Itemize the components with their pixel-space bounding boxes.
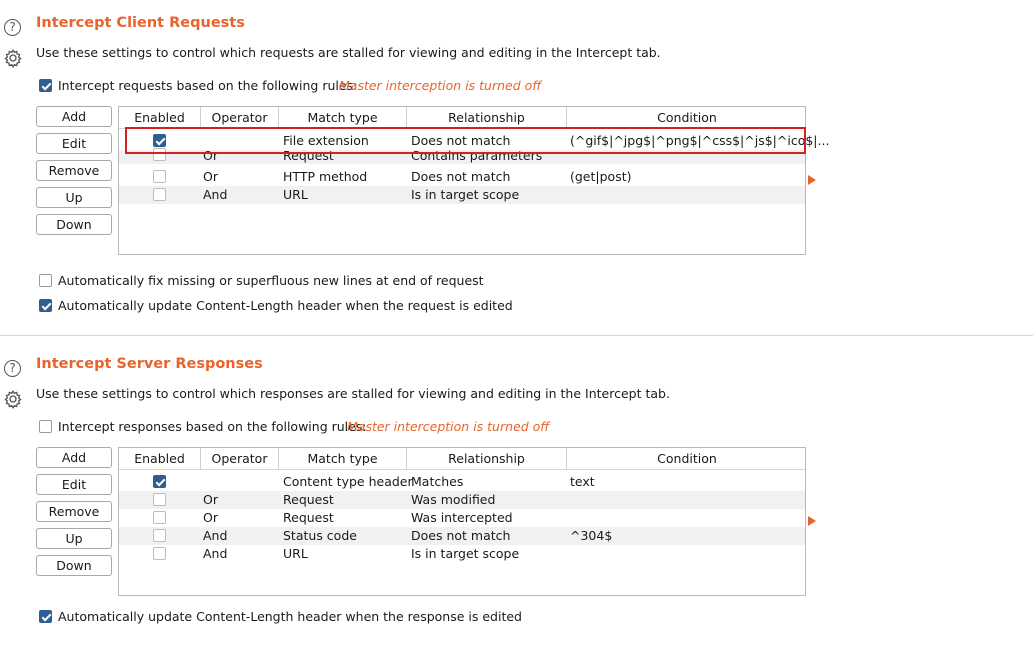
update-length-response-checkbox[interactable] (39, 610, 52, 626)
relationship-cell: Contains parameters (411, 148, 543, 163)
match-type-cell: URL (283, 187, 308, 202)
match-type-cell: Request (283, 148, 334, 163)
column-header-match-type[interactable]: Match type (279, 107, 407, 128)
relationship-cell: Was modified (411, 492, 496, 507)
column-header-match-type[interactable]: Match type (279, 448, 407, 469)
table-row[interactable] (119, 473, 805, 491)
operator-cell: And (203, 546, 228, 561)
checkbox-icon[interactable] (153, 511, 166, 524)
match-type-cell: Request (283, 492, 334, 507)
match-type-cell: Status code (283, 528, 357, 543)
checkbox-icon[interactable] (39, 420, 52, 433)
column-header-relationship[interactable]: Relationship (407, 448, 567, 469)
condition-cell (570, 509, 803, 527)
help-icon[interactable]: ? (4, 360, 21, 377)
condition-cell: (get|post) (570, 169, 632, 184)
column-header-operator[interactable]: Operator (201, 107, 279, 128)
checkbox-icon[interactable] (153, 493, 166, 506)
relationship-cell: Does not match (411, 169, 511, 184)
fix-newlines-label: Automatically fix missing or superfluous new lines at end of request (58, 273, 484, 288)
checkbox-icon[interactable] (153, 475, 166, 488)
requests-description: Use these settings to control which requests are stalled for viewing and editing in the Intercept tab. (36, 45, 661, 60)
responses-rules-table[interactable] (118, 447, 806, 596)
fix-newlines-checkbox[interactable] (39, 274, 52, 290)
table-row[interactable] (119, 509, 805, 527)
responses-master-status: Master interception is turned off (347, 419, 550, 434)
checkbox-icon[interactable] (39, 610, 52, 623)
expand-arrow-icon[interactable] (808, 175, 816, 185)
relationship-cell: Does not match (411, 133, 511, 148)
requests-master-status: Master interception is turned off (339, 78, 542, 93)
relationship-cell: Was intercepted (411, 510, 513, 525)
gear-icon[interactable] (3, 48, 23, 68)
responses-remove-button[interactable]: Remove (36, 501, 112, 522)
condition-cell (570, 186, 803, 204)
condition-cell: ^304$ (570, 528, 613, 543)
checkbox-icon[interactable] (153, 529, 166, 542)
checkbox-icon[interactable] (39, 299, 52, 312)
column-header-enabled[interactable]: Enabled (119, 107, 201, 128)
section-divider (0, 335, 1033, 336)
operator-cell (203, 473, 279, 491)
operator-cell: Or (203, 148, 218, 163)
intercept-requests-label: Intercept requests based on the following rules: (58, 78, 358, 93)
operator-cell: Or (203, 510, 218, 525)
update-length-response-label: Automatically update Content-Length header when the response is edited (58, 609, 522, 624)
expand-arrow-icon[interactable] (808, 516, 816, 526)
table-row[interactable] (119, 186, 805, 204)
condition-cell: (^gif$|^jpg$|^png$|^css$|^js$|^ico$|... (570, 133, 830, 148)
match-type-cell: Content type header (283, 474, 413, 489)
gear-icon[interactable] (3, 389, 23, 409)
checkbox-icon[interactable] (39, 79, 52, 92)
relationship-cell: Is in target scope (411, 546, 520, 561)
intercept-responses-label: Intercept responses based on the following rules: (58, 419, 367, 434)
update-length-request-checkbox[interactable] (39, 299, 52, 315)
responses-description: Use these settings to control which responses are stalled for viewing and editing in the Intercept tab. (36, 386, 670, 401)
responses-down-button[interactable]: Down (36, 555, 112, 576)
highlight-box (125, 127, 830, 154)
requests-down-button[interactable]: Down (36, 214, 112, 235)
checkbox-icon[interactable] (153, 170, 166, 183)
checkbox-icon[interactable] (153, 188, 166, 201)
column-header-enabled[interactable]: Enabled (119, 448, 201, 469)
relationship-cell: Does not match (411, 528, 511, 543)
condition-cell: text (570, 474, 595, 489)
requests-remove-button[interactable]: Remove (36, 160, 112, 181)
match-type-cell: Request (283, 510, 334, 525)
table-row[interactable] (119, 545, 805, 563)
operator-cell: Or (203, 492, 218, 507)
match-type-cell: URL (283, 546, 308, 561)
operator-cell: Or (203, 169, 218, 184)
operator-cell: And (203, 528, 228, 543)
intercept-responses-checkbox[interactable] (39, 420, 52, 436)
update-length-request-label: Automatically update Content-Length header when the request is edited (58, 298, 513, 313)
table-row[interactable] (119, 491, 805, 509)
match-type-cell: File extension (283, 133, 369, 148)
match-type-cell: HTTP method (283, 169, 368, 184)
requests-edit-button[interactable]: Edit (36, 133, 112, 154)
condition-cell (570, 545, 803, 563)
requests-add-button[interactable]: Add (36, 106, 112, 127)
help-icon[interactable]: ? (4, 19, 21, 36)
column-header-operator[interactable]: Operator (201, 448, 279, 469)
section-title-responses: Intercept Server Responses (36, 356, 263, 372)
operator-cell: And (203, 187, 228, 202)
requests-up-button[interactable]: Up (36, 187, 112, 208)
table-header (119, 107, 805, 129)
table-row[interactable] (119, 527, 805, 545)
relationship-cell: Matches (411, 474, 464, 489)
condition-cell (570, 491, 803, 509)
intercept-requests-checkbox[interactable] (39, 79, 52, 95)
section-title-requests: Intercept Client Requests (36, 15, 245, 31)
relationship-cell: Is in target scope (411, 187, 520, 202)
responses-edit-button[interactable]: Edit (36, 474, 112, 495)
column-header-condition[interactable]: Condition (657, 451, 717, 466)
responses-up-button[interactable]: Up (36, 528, 112, 549)
checkbox-icon[interactable] (39, 274, 52, 287)
table-row[interactable] (119, 168, 805, 186)
column-header-condition[interactable]: Condition (657, 110, 717, 125)
checkbox-icon[interactable] (153, 547, 166, 560)
responses-add-button[interactable]: Add (36, 447, 112, 468)
table-header (119, 448, 805, 470)
column-header-relationship[interactable]: Relationship (407, 107, 567, 128)
